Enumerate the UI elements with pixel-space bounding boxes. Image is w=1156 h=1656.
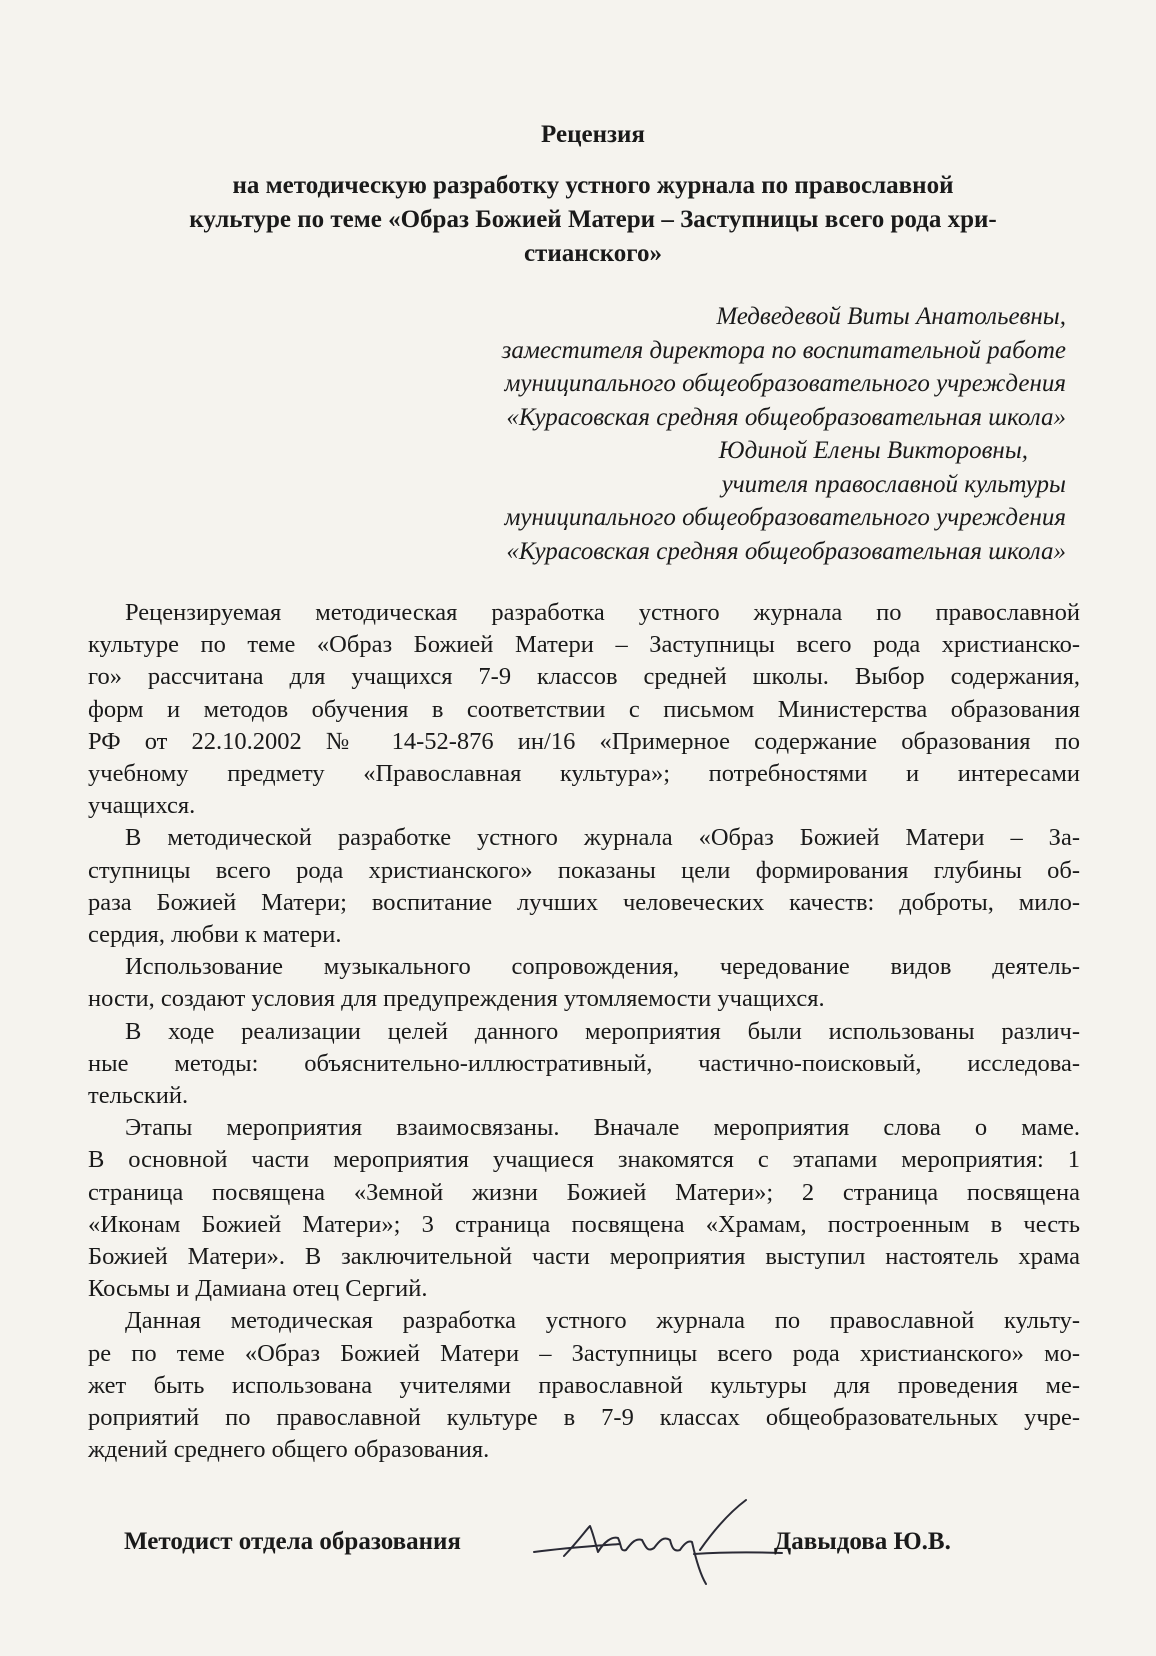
paragraph [88,822,1080,951]
text-line: жет быть использована учителями православной культуры для проведения ме- [88,1371,1080,1399]
subtitle-line: на методическую разработку устного журнала по православной [232,172,954,199]
text-line: Рецензируемая методическая разработка устного журнала по православной [125,599,1080,626]
text-line: РФ от 22.10.2002 № 14-52-876 ин/16 «Примерное содержание образования по [88,727,1080,755]
text-line: ности, создают условия для предупреждения утомляемости учащихся. [88,985,825,1013]
text-line: сердия, любви к матери. [88,921,342,949]
authors-block [266,300,1066,568]
author-line: «Курасовская средняя общеобразовательная школа» [506,537,1066,565]
text-line: тельский. [88,1082,189,1110]
text-line: В методической разработке устного журнала «Образ Божией Матери – За- [125,824,1080,852]
author-line: заместителя директора по воспитательной работе [501,336,1066,364]
author-line: Медведевой Виты Анатольевны, [716,303,1066,330]
author-line: муниципального общеобразовательного учреждения [504,370,1066,397]
document-subtitle [110,169,1076,271]
text-line: раза Божией Матери; воспитание лучших человеческих качеств: доброты, мило- [88,888,1080,916]
text-line: В основной части мероприятия учащиеся знакомятся с этапами мероприятия: 1 [88,1146,1080,1174]
author-line: «Курасовская средняя общеобразовательная школа» [506,403,1066,431]
text-line: Косьмы и Дамиана отец Сергий. [88,1275,428,1303]
text-line: учащихся. [88,792,196,820]
text-line: го» рассчитана для учащихся 7-9 классов средней школы. Выбор содержания, [88,663,1080,691]
text-line: ные методы: объяснительно-иллюстративный, частично-поисковый, исследова- [88,1049,1080,1077]
subtitle-line: культуре по теме «Образ Божией Матери – Заступницы всего рода хри- [189,206,997,233]
text-line: Данная методическая разработка устного журнала по православной культу- [125,1307,1080,1335]
review-body [88,597,1080,1466]
signatory-name: Давыдова Ю.В. [774,1528,951,1555]
subtitle-line: стианского» [523,240,663,267]
text-line: культуре по теме «Образ Божией Матери – Заступницы всего рода христианско- [88,631,1080,659]
text-line: Этапы мероприятия взаимосвязаны. Вначале мероприятия слова о маме. [125,1114,1080,1142]
paragraph [88,1305,1080,1466]
text-line: ре по теме «Образ Божией Матери – Заступницы всего рода христианского» мо- [88,1339,1080,1367]
document-title: Рецензия [541,121,645,148]
text-line: учебному предмету «Православная культура»; потребностями и интересами [88,760,1080,788]
text-line: ждений среднего общего образования. [88,1436,490,1464]
text-line: «Иконам Божией Матери»; 3 страница посвящена «Храмам, построенным в честь [88,1210,1080,1238]
author-line: Юдиной Елены Викторовны, [718,437,1028,464]
paragraph [88,597,1080,822]
author-line: муниципального общеобразовательного учреждения [504,504,1066,531]
text-line: В ходе реализации целей данного мероприятия были использованы различ- [125,1017,1080,1045]
text-line: Использование музыкального сопровождения, чередование видов деятель- [125,953,1080,981]
author-line: учителя православной культуры [721,470,1066,498]
paragraph [88,1112,1080,1305]
paragraph [88,1016,1080,1113]
text-line: страница посвящена «Земной жизни Божией Матери»; 2 страница посвящена [88,1178,1080,1206]
signatory-position: Методист отдела образования [124,1528,461,1555]
text-line: форм и методов обучения в соответствии с письмом Министерства образования [88,695,1080,723]
handwritten-signature [524,1490,784,1590]
text-line: ступницы всего рода христианского» показаны цели формирования глубины об- [88,856,1080,884]
text-line: роприятий по православной культуре в 7-9 классах общеобразовательных учре- [88,1404,1080,1432]
text-line: Божией Матери». В заключительной части мероприятия выступил настоятель храма [88,1243,1080,1271]
paragraph [88,951,1080,1015]
signature-row [124,1500,1024,1590]
